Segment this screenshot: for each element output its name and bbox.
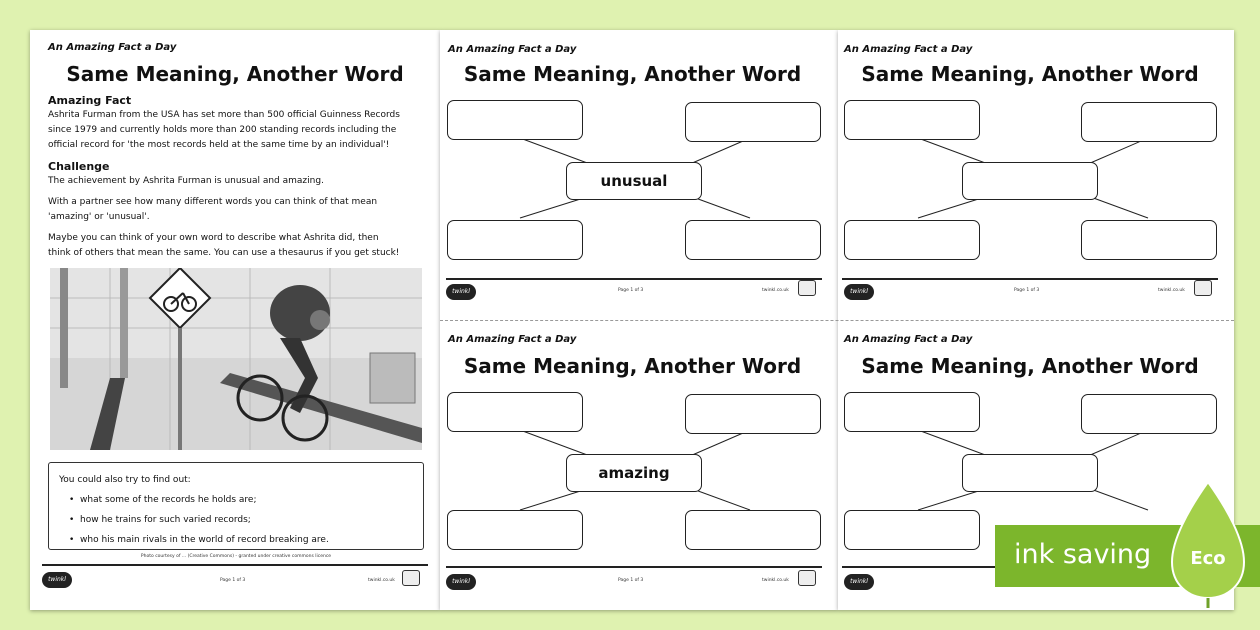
bullet-3: • who his main rivals in the world of record breaking are.	[69, 535, 329, 545]
bullet-1: • what some of the records he holds are;	[69, 495, 257, 505]
bullet-3-text: who his main rivals in the world of record breaking are.	[80, 535, 329, 545]
center-word-box: unusual	[566, 162, 702, 200]
challenge-line-2a: With a partner see how many different words you can think of that mean	[48, 197, 378, 207]
leaf-icon	[1168, 480, 1248, 610]
challenge-heading: Challenge	[48, 160, 110, 173]
photo-credit: Photo courtesy of ... (Creative Commons) - granted under creative commons licence	[140, 554, 332, 559]
page-number: Page 1 of 3	[618, 578, 644, 583]
word-box-top-left	[844, 392, 980, 432]
page-number: Page 1 of 3	[1014, 288, 1040, 293]
page-title: Same Meaning, Another Word	[861, 354, 1199, 378]
twinkl-logo: twinkl	[844, 284, 874, 300]
twinkl-logo: twinkl	[446, 574, 476, 590]
word-box-top-right	[1081, 102, 1217, 142]
word-box-top-right	[1081, 394, 1217, 434]
footer-rule	[446, 278, 822, 280]
footer-rule	[842, 278, 1218, 280]
word-box-bottom-left	[844, 220, 980, 260]
center-word-box	[962, 454, 1098, 492]
page-title: Same Meaning, Another Word	[463, 62, 802, 86]
worksheet-page-1	[30, 30, 440, 610]
page-title: Same Meaning, Another Word	[463, 354, 802, 378]
word-box-bottom-right	[685, 220, 821, 260]
find-out-box	[48, 462, 424, 550]
word-box-bottom-left	[447, 510, 583, 550]
word-box-bottom-left	[844, 510, 980, 550]
site-url: twinkl.co.uk	[1158, 288, 1185, 293]
eco-mini-icon	[402, 570, 420, 586]
twinkl-logo: twinkl	[844, 574, 874, 590]
page-header: An Amazing Fact a Day	[844, 44, 973, 55]
word-box-top-right	[685, 102, 821, 142]
eco-mini-icon	[798, 570, 816, 586]
word-box-top-left	[447, 100, 583, 140]
word-box-top-right	[685, 394, 821, 434]
site-url: twinkl.co.uk	[762, 578, 789, 583]
footer-rule	[446, 566, 822, 568]
challenge-line-1: The achievement by Ashrita Furman is unusual and amazing.	[48, 176, 324, 186]
word-box-bottom-left	[447, 220, 583, 260]
challenge-line-2b: 'amazing' or 'unusual'.	[48, 212, 150, 222]
ink-saving-label: ink saving	[1014, 539, 1152, 570]
page-title: Same Meaning, Another Word	[861, 62, 1199, 86]
site-url: twinkl.co.uk	[368, 578, 395, 583]
page-header: An Amazing Fact a Day	[448, 334, 577, 345]
footer-rule	[42, 564, 428, 566]
center-word-box	[962, 162, 1098, 200]
fact-line-3: official record for 'the most records held at the same time by an individual'!	[48, 140, 390, 150]
challenge-line-3a: Maybe you can think of your own word to describe what Ashrita did, then	[48, 233, 379, 243]
bullet-2: • how he trains for such varied records;	[69, 515, 251, 525]
cyclist-photo	[50, 268, 422, 450]
word-box-bottom-right	[685, 510, 821, 550]
site-url: twinkl.co.uk	[762, 288, 789, 293]
fact-heading: Amazing Fact	[48, 94, 132, 107]
page-title: Same Meaning, Another Word	[66, 62, 404, 86]
challenge-line-3b: think of others that mean the same. You can use a thesaurus if you get stuck!	[48, 248, 400, 258]
eco-label: Eco	[1190, 548, 1226, 569]
word-box-top-left	[447, 392, 583, 432]
bullet-1-text: what some of the records he holds are;	[80, 495, 257, 505]
bullet-2-text: how he trains for such varied records;	[80, 515, 251, 525]
page-header: An Amazing Fact a Day	[448, 44, 577, 55]
fact-line-1: Ashrita Furman from the USA has set more than 500 official Guinness Records	[48, 110, 400, 120]
cut-line	[440, 320, 1234, 321]
twinkl-logo: twinkl	[42, 572, 72, 588]
eco-mini-icon	[1194, 280, 1212, 296]
twinkl-logo: twinkl	[446, 284, 476, 300]
fact-line-2: since 1979 and currently holds more than 200 standing records including the	[48, 125, 397, 135]
word-box-top-left	[844, 100, 980, 140]
page-number: Page 1 of 3	[220, 578, 246, 583]
box-intro: You could also try to find out:	[59, 475, 191, 485]
page-header: An Amazing Fact a Day	[844, 334, 973, 345]
eco-mini-icon	[798, 280, 816, 296]
word-box-bottom-right	[1081, 220, 1217, 260]
page-header: An Amazing Fact a Day	[48, 42, 177, 53]
center-word-box: amazing	[566, 454, 702, 492]
page-number: Page 1 of 3	[618, 288, 644, 293]
